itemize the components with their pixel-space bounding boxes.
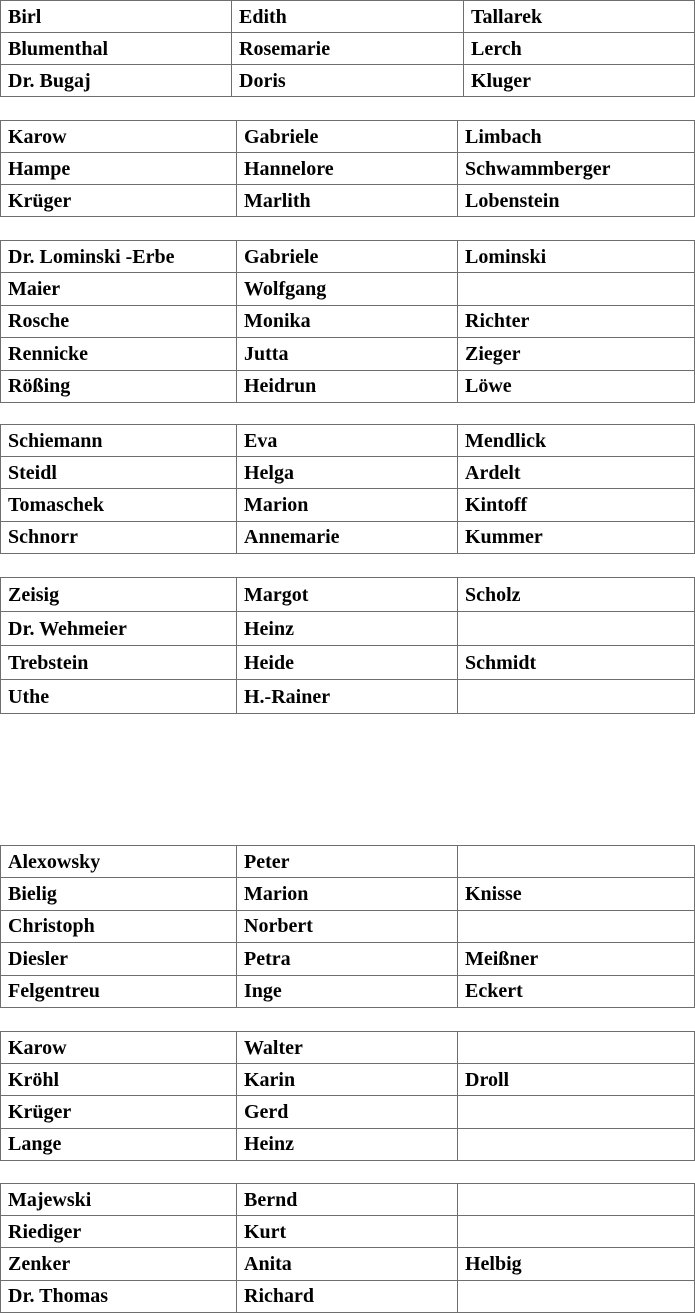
first-name-cell: Petra [237,943,458,975]
first-name-cell: Edith [232,1,464,33]
first-name-cell: Norbert [237,910,458,942]
maiden-name-cell [458,846,695,878]
first-name-cell: Monika [237,305,458,337]
surname-cell: Zeisig [1,578,237,612]
first-name-cell: Richard [237,1280,458,1312]
name-table-group-4 [0,424,695,554]
maiden-name-cell: Schmidt [458,646,695,680]
first-name-cell: Annemarie [237,521,458,553]
table-row [1,1216,695,1248]
surname-cell: Tomaschek [1,489,237,521]
table-row [1,612,695,646]
table-row [1,425,695,457]
table-row [1,1184,695,1216]
table-row [1,1064,695,1096]
surname-cell: Alexowsky [1,846,237,878]
surname-cell: Dr. Bugaj [1,65,232,97]
table-row [1,910,695,942]
maiden-name-cell [458,612,695,646]
first-name-cell: Rosemarie [232,33,464,65]
first-name-cell: Anita [237,1248,458,1280]
table-row [1,846,695,878]
table-row [1,878,695,910]
surname-cell: Uthe [1,680,237,714]
table-row [1,975,695,1007]
first-name-cell: H.-Rainer [237,680,458,714]
maiden-name-cell: Schwammberger [458,153,695,185]
surname-cell: Bielig [1,878,237,910]
table-row [1,1,695,33]
maiden-name-cell [458,1032,695,1064]
first-name-cell: Gabriele [237,121,458,153]
table-row [1,943,695,975]
first-name-cell: Kurt [237,1216,458,1248]
table-row [1,521,695,553]
surname-cell: Steidl [1,457,237,489]
maiden-name-cell: Limbach [458,121,695,153]
surname-cell: Trebstein [1,646,237,680]
surname-cell: Blumenthal [1,33,232,65]
surname-cell: Krüger [1,1096,237,1128]
table-row [1,65,695,97]
surname-cell: Birl [1,1,232,33]
maiden-name-cell [458,1216,695,1248]
table-row [1,578,695,612]
first-name-cell: Marlith [237,185,458,217]
surname-cell: Majewski [1,1184,237,1216]
table-row [1,273,695,305]
first-name-cell: Gerd [237,1096,458,1128]
table-row [1,153,695,185]
name-table-group-3 [0,240,695,403]
maiden-name-cell: Eckert [458,975,695,1007]
surname-cell: Karow [1,121,237,153]
name-table-group-1 [0,0,695,97]
surname-cell: Kröhl [1,1064,237,1096]
surname-cell: Krüger [1,185,237,217]
first-name-cell: Jutta [237,338,458,370]
surname-cell: Karow [1,1032,237,1064]
first-name-cell: Marion [237,489,458,521]
surname-cell: Zenker [1,1248,237,1280]
table-row [1,489,695,521]
maiden-name-cell: Tallarek [464,1,695,33]
table-row [1,370,695,402]
maiden-name-cell: Helbig [458,1248,695,1280]
table-row [1,305,695,337]
maiden-name-cell: Kluger [464,65,695,97]
table-row [1,1096,695,1128]
first-name-cell: Heinz [237,1128,458,1160]
table-row [1,1128,695,1160]
maiden-name-cell: Löwe [458,370,695,402]
first-name-cell: Doris [232,65,464,97]
first-name-cell: Hannelore [237,153,458,185]
table-row [1,33,695,65]
name-table-group-2 [0,120,695,217]
maiden-name-cell: Lominski [458,241,695,273]
maiden-name-cell: Zieger [458,338,695,370]
maiden-name-cell: Mendlick [458,425,695,457]
first-name-cell: Wolfgang [237,273,458,305]
first-name-cell: Heidrun [237,370,458,402]
surname-cell: Dr. Wehmeier [1,612,237,646]
first-name-cell: Eva [237,425,458,457]
maiden-name-cell [458,1280,695,1312]
first-name-cell: Inge [237,975,458,1007]
surname-cell: Diesler [1,943,237,975]
surname-cell: Schnorr [1,521,237,553]
table-row [1,185,695,217]
table-row [1,241,695,273]
table-row [1,680,695,714]
maiden-name-cell: Knisse [458,878,695,910]
first-name-cell: Marion [237,878,458,910]
maiden-name-cell [458,680,695,714]
surname-cell: Christoph [1,910,237,942]
surname-cell: Riediger [1,1216,237,1248]
table-row [1,457,695,489]
maiden-name-cell: Lobenstein [458,185,695,217]
first-name-cell: Peter [237,846,458,878]
table-row [1,1248,695,1280]
table-row [1,1032,695,1064]
first-name-cell: Gabriele [237,241,458,273]
surname-cell: Dr. Thomas [1,1280,237,1312]
maiden-name-cell: Droll [458,1064,695,1096]
maiden-name-cell: Ardelt [458,457,695,489]
table-row [1,1280,695,1312]
surname-cell: Rosche [1,305,237,337]
name-table-group-6 [0,845,695,1008]
first-name-cell: Heide [237,646,458,680]
maiden-name-cell: Scholz [458,578,695,612]
name-table-group-8 [0,1183,695,1313]
first-name-cell: Karin [237,1064,458,1096]
table-row [1,121,695,153]
first-name-cell: Heinz [237,612,458,646]
maiden-name-cell: Kummer [458,521,695,553]
name-table-group-7 [0,1031,695,1161]
maiden-name-cell: Kintoff [458,489,695,521]
surname-cell: Lange [1,1128,237,1160]
first-name-cell: Margot [237,578,458,612]
table-row [1,646,695,680]
maiden-name-cell [458,910,695,942]
first-name-cell: Bernd [237,1184,458,1216]
surname-cell: Maier [1,273,237,305]
first-name-cell: Helga [237,457,458,489]
maiden-name-cell: Lerch [464,33,695,65]
name-table-group-5 [0,577,695,714]
surname-cell: Hampe [1,153,237,185]
surname-cell: Felgentreu [1,975,237,1007]
maiden-name-cell: Meißner [458,943,695,975]
maiden-name-cell [458,1184,695,1216]
maiden-name-cell: Richter [458,305,695,337]
maiden-name-cell [458,273,695,305]
surname-cell: Schiemann [1,425,237,457]
maiden-name-cell [458,1128,695,1160]
table-row [1,338,695,370]
maiden-name-cell [458,1096,695,1128]
first-name-cell: Walter [237,1032,458,1064]
surname-cell: Rennicke [1,338,237,370]
surname-cell: Rößing [1,370,237,402]
surname-cell: Dr. Lominski -Erbe [1,241,237,273]
